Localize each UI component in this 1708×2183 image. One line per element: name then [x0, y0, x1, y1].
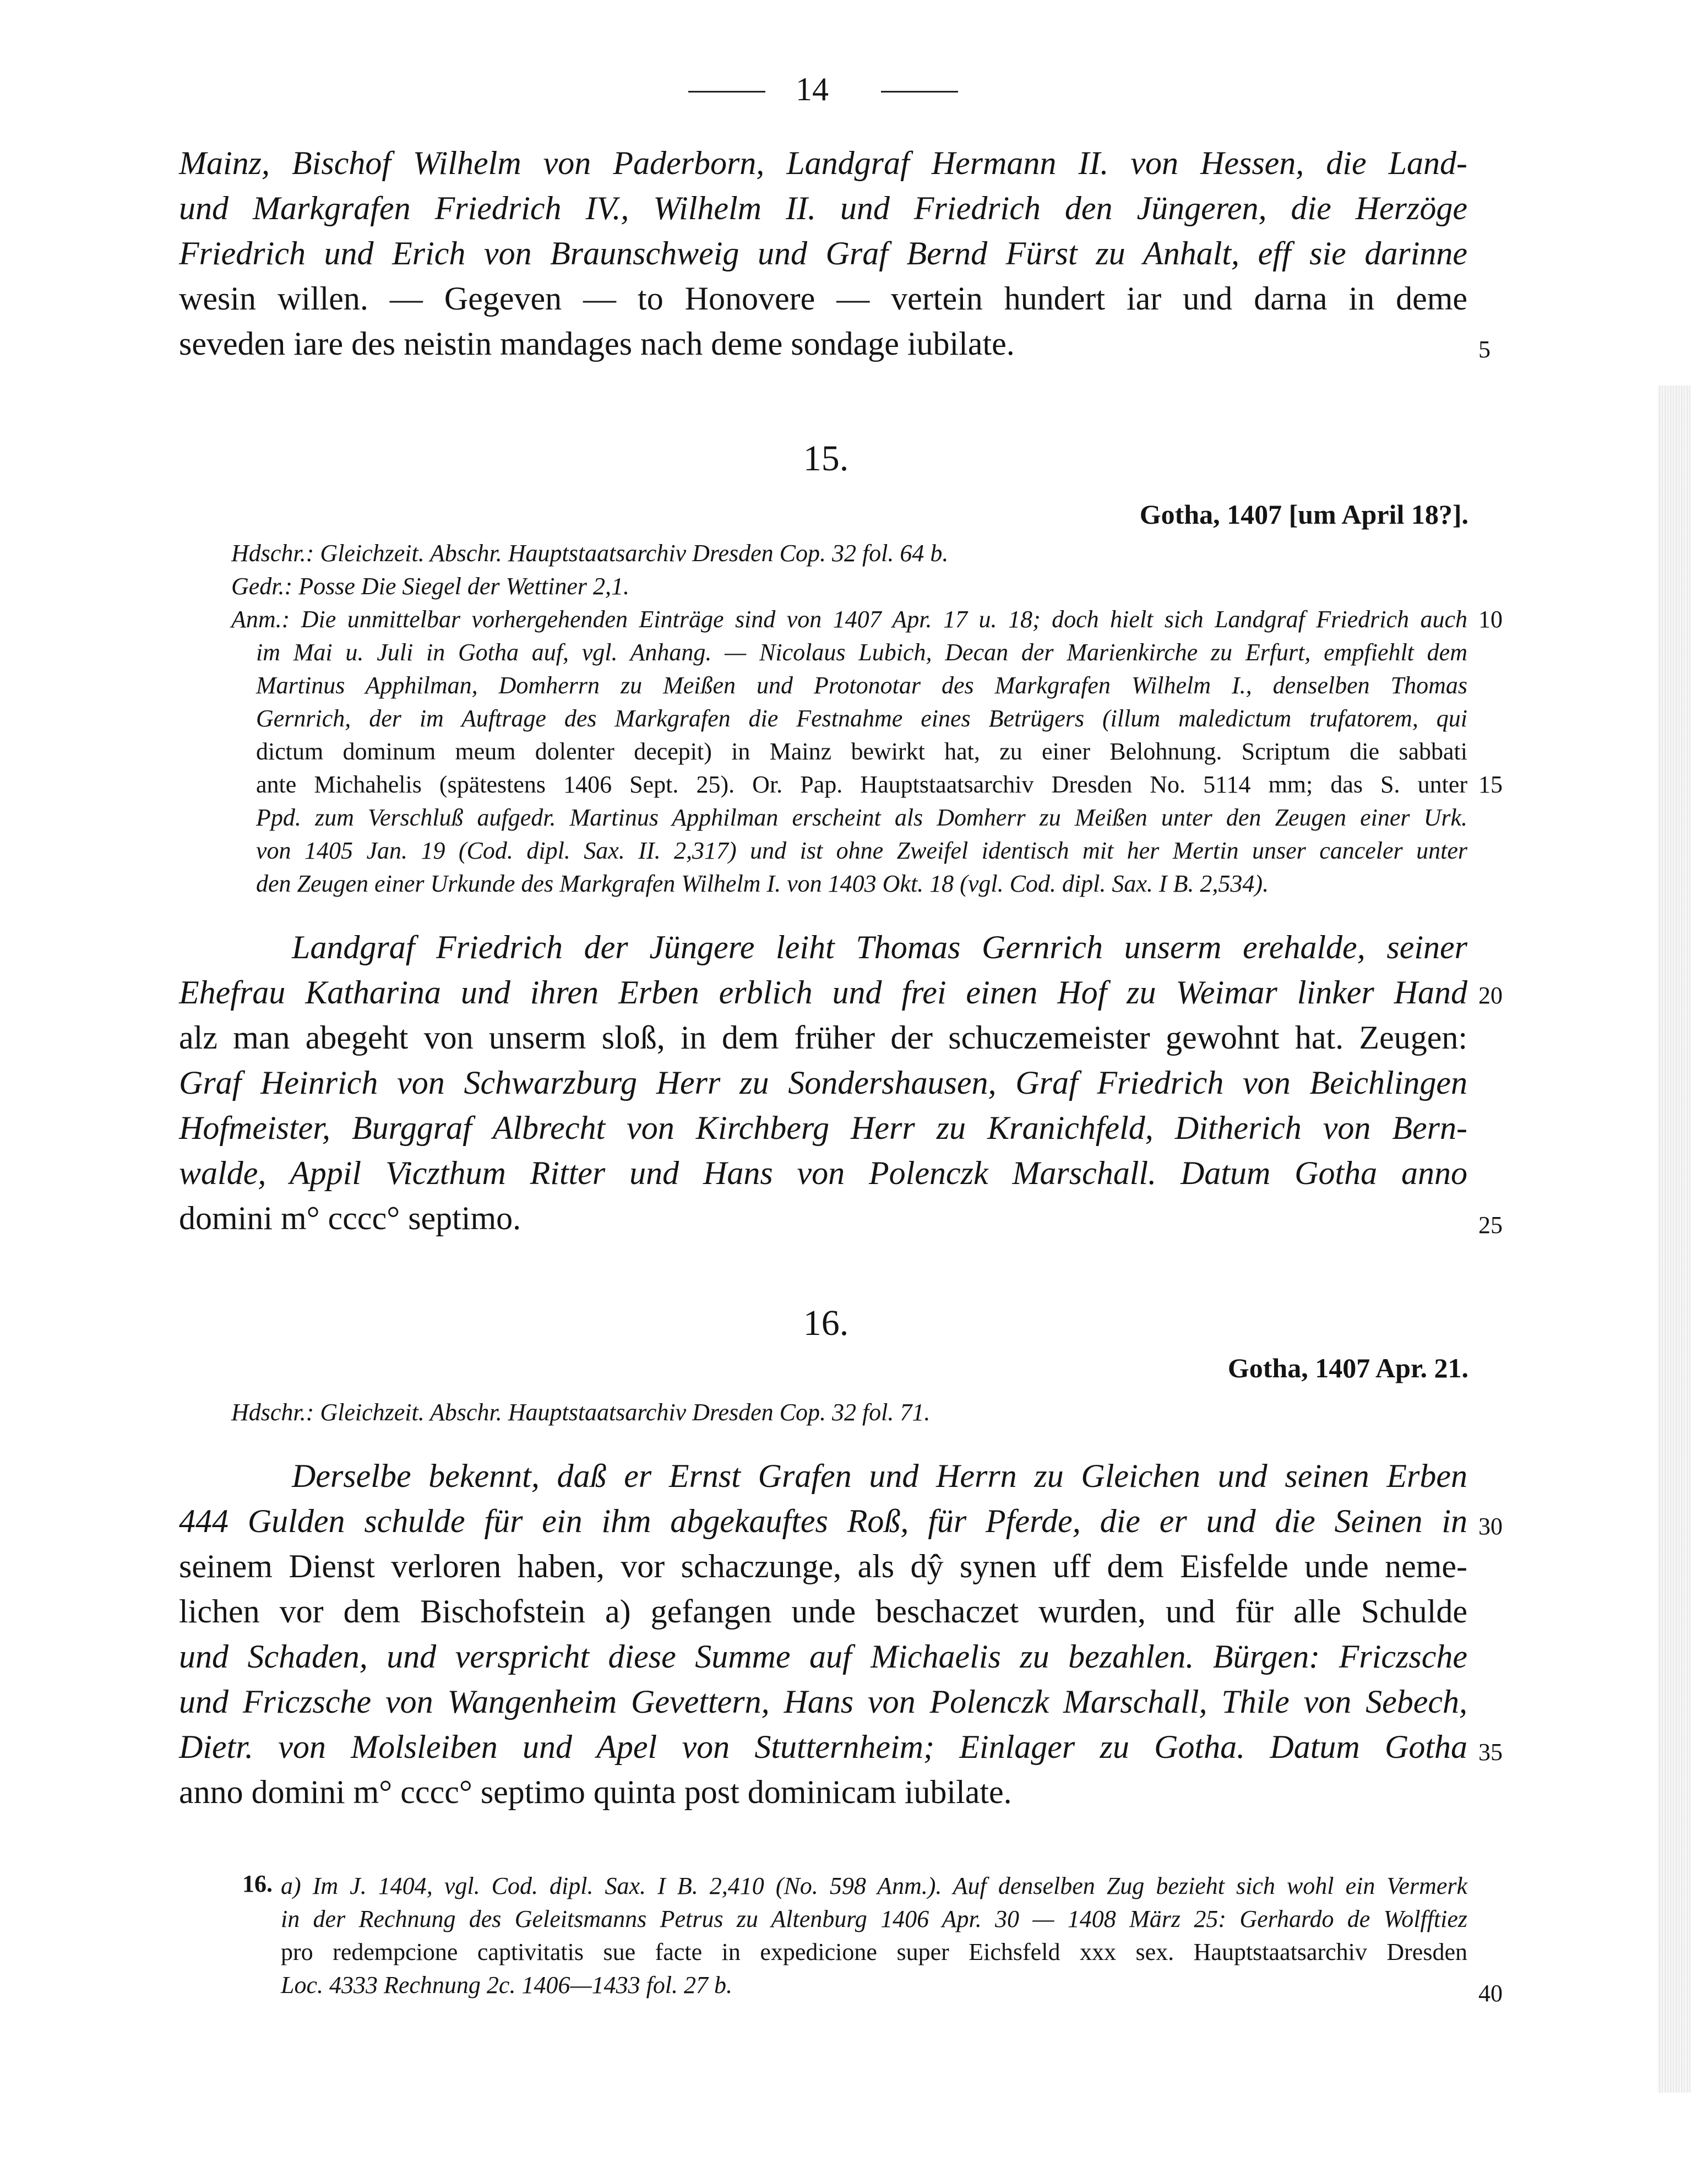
footnote-label: 16.: [242, 1870, 273, 1897]
doc16-number: 16.: [803, 1303, 849, 1343]
doc15-note-line: von 1405 Jan. 19 (Cod. dipl. Sax. II. 2,317) und ist ohne Zweifel identisch mit her Mertin unser canceler unter: [256, 837, 1467, 864]
doc15-text-line: walde, Appil Viczthum Ritter und Hans von Polenczk Marschall. Datum Gotha anno: [179, 1155, 1467, 1191]
doc15-text-line: alz man abegeht von unserm sloß, in dem früher der schuczemeister gewohnt hat. Zeugen:: [179, 1019, 1467, 1056]
doc15-note-line: im Mai u. Juli in Gotha auf, vgl. Anhang. — Nicolaus Lubich, Decan der Marienkirche zu Erfurt, empfiehlt dem: [256, 639, 1467, 666]
footnote-line: a) Im J. 1404, vgl. Cod. dipl. Sax. I B. 2,410 (No. 598 Anm.). Auf denselben Zug bezieht sich wohl ein Vermerk: [281, 1872, 1467, 1899]
line-number: 20: [1478, 982, 1503, 1009]
line-number: 30: [1478, 1513, 1503, 1540]
doc15-note-line: Gernrich, der im Auftrage des Markgrafen die Festnahme eines Betrügers (illum maledictum trufatorem, qui: [256, 705, 1467, 732]
doc15-note-printed: Gedr.: Posse Die Siegel der Wettiner 2,1.: [231, 573, 630, 600]
continuation-line: wesin willen. — Gegeven — to Honovere — vertein hundert iar und darna in deme: [179, 280, 1467, 317]
doc16-text-line: lichen vor dem Bischofstein a) gefangen unde beschaczet wurden, und für alle Schulde: [179, 1593, 1467, 1630]
line-number: 5: [1478, 336, 1491, 363]
footnote-line: pro redempcione captivitatis sue facte in expedicione super Eichsfeld xxx sex. Hauptstaatsarchiv Dresden: [281, 1938, 1467, 1965]
doc15-text-line: Landgraf Friedrich der Jüngere leiht Thomas Gernrich unserm erehalde, seiner: [292, 929, 1467, 965]
doc16-text-line: Derselbe bekennt, daß er Ernst Grafen und Herrn zu Gleichen und seinen Erben: [292, 1458, 1467, 1494]
header-rule-right: [881, 91, 958, 93]
line-number: 35: [1478, 1739, 1503, 1766]
doc15-note-line: dictum dominum meum dolenter decepit) in Mainz bewirkt hat, zu einer Belohnung. Scriptum die sabbati: [256, 738, 1467, 765]
footnote-line: Loc. 4333 Rechnung 2c. 1406—1433 fol. 27 b.: [281, 1972, 733, 1999]
doc16-text-line: seinem Dienst verloren haben, vor schaczunge, als dŷ synen uff dem Eisfelde unde neme-: [179, 1548, 1467, 1584]
footnote-line: in der Rechnung des Geleitsmanns Petrus zu Altenburg 1406 Apr. 30 — 1408 März 25: Gerhardo de Wolfftiez: [281, 1905, 1467, 1932]
doc15-note-line: Anm.: Die unmittelbar vorhergehenden Einträge sind von 1407 Apr. 17 u. 18; doch hielt sich Landgraf Friedrich auch: [231, 606, 1467, 633]
doc16-text-line: anno domini m° cccc° septimo quinta post dominicam iubilate.: [179, 1774, 1012, 1810]
page-number: 14: [796, 71, 829, 107]
scan-edge-artifact: [1657, 385, 1690, 2093]
header-rule-left: [688, 91, 765, 93]
continuation-line: seveden iare des neistin mandages nach deme sondage iubilate.: [179, 325, 1015, 362]
doc16-text-line: und Schaden, und verspricht diese Summe auf Michaelis zu bezahlen. Bürgen: Friczsche: [179, 1638, 1467, 1675]
doc15-number: 15.: [803, 438, 849, 479]
doc15-text-line: Graf Heinrich von Schwarzburg Herr zu Sondershausen, Graf Friedrich von Beichlingen: [179, 1065, 1467, 1101]
doc16-text-line: 444 Gulden schulde für ein ihm abgekauftes Roß, für Pferde, die er und die Seinen in: [179, 1503, 1467, 1539]
doc15-text-line: Ehefrau Katharina und ihren Erben erblich und frei einen Hof zu Weimar linker Hand: [179, 974, 1467, 1011]
doc16-text-line: Dietr. von Molsleiben und Apel von Stutternheim; Einlager zu Gotha. Datum Gotha: [179, 1729, 1467, 1765]
doc15-note-line: den Zeugen einer Urkunde des Markgrafen Wilhelm I. von 1403 Okt. 18 (vgl. Cod. dipl. Sax. I B. 2,534).: [256, 870, 1269, 897]
continuation-line: Friedrich und Erich von Braunschweig und Graf Bernd Fürst zu Anhalt, eff sie darinne: [179, 235, 1467, 271]
line-number: 40: [1478, 1980, 1503, 2007]
line-number: 25: [1478, 1212, 1503, 1239]
doc15-text-line: domini m° cccc° septimo.: [179, 1200, 521, 1236]
doc16-note-manuscript: Hdschr.: Gleichzeit. Abschr. Hauptstaatsarchiv Dresden Cop. 32 fol. 71.: [231, 1399, 931, 1426]
doc16-text-line: und Friczsche von Wangenheim Gevettern, Hans von Polenczk Marschall, Thile von Sebech,: [179, 1684, 1467, 1720]
doc15-note-line: Ppd. zum Verschluß aufgedr. Martinus Apphilman erscheint als Domherr zu Meißen unter den Zeugen einer Urk.: [256, 804, 1467, 831]
doc15-note-manuscript: Hdschr.: Gleichzeit. Abschr. Hauptstaatsarchiv Dresden Cop. 32 fol. 64 b.: [231, 540, 949, 567]
continuation-line: und Markgrafen Friedrich IV., Wilhelm II. und Friedrich den Jüngeren, die Herzöge: [179, 190, 1467, 226]
doc15-note-line: ante Michahelis (spätestens 1406 Sept. 25). Or. Pap. Hauptstaatsarchiv Dresden No. 5114 mm; das S. unter: [256, 771, 1467, 798]
doc15-place-date: Gotha, 1407 [um April 18?].: [1139, 499, 1468, 530]
line-number: 15: [1478, 771, 1503, 798]
doc15-note-line: Martinus Apphilman, Domherrn zu Meißen und Protonotar des Markgrafen Wilhelm I., denselben Thomas: [256, 672, 1467, 699]
doc16-place-date: Gotha, 1407 Apr. 21.: [1227, 1353, 1468, 1383]
continuation-line: Mainz, Bischof Wilhelm von Paderborn, Landgraf Hermann II. von Hessen, die Land-: [179, 145, 1467, 181]
line-number: 10: [1478, 606, 1503, 633]
doc15-text-line: Hofmeister, Burggraf Albrecht von Kirchberg Herr zu Kranichfeld, Ditherich von Bern-: [179, 1110, 1467, 1146]
